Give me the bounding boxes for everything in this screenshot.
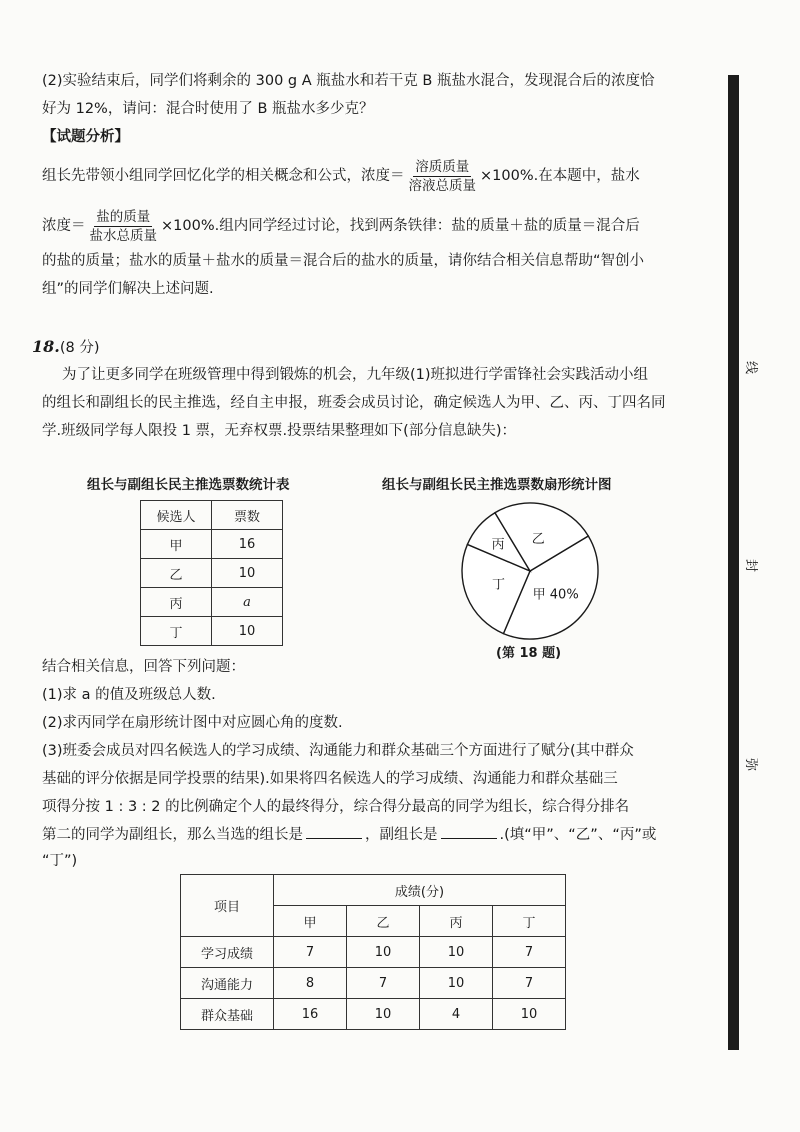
votes-cell: 10 — [212, 559, 283, 588]
candidate-cell: 乙 — [141, 559, 212, 588]
candidate-cell: 丙 — [141, 588, 212, 617]
item-cell: 群众基础 — [181, 999, 274, 1030]
table-row — [141, 588, 283, 617]
item-cell: 学习成绩 — [181, 937, 274, 968]
deputy-answer-blank[interactable] — [441, 824, 497, 839]
pie-slice-label: 甲 40% — [532, 587, 579, 603]
analysis-para1 — [42, 156, 718, 196]
vote-table-header — [141, 501, 283, 530]
vote-table-caption: 组长与副组长民主推选票数统计表 — [87, 477, 290, 493]
q18-header — [32, 336, 718, 359]
q18-intro-line3: 学.班级同学每人限投 1 票，无弃权票.投票结果整理如下(部分信息缺失)： — [42, 423, 516, 439]
pie-chart — [455, 496, 605, 646]
score-cell: 7 — [493, 968, 566, 999]
analysis-para2 — [42, 206, 718, 246]
pie-slice-label: 丁 — [491, 577, 505, 593]
analysis-para4: 组”的同学们解决上述问题. — [42, 281, 214, 297]
table-row — [181, 968, 566, 999]
concentration-fraction — [407, 158, 479, 195]
analysis-text: ×100%.组内同学经过讨论，找到两条铁律：盐的质量＋盐的质量＝混合后 — [161, 218, 640, 234]
score-cell: 8 — [274, 968, 347, 999]
q18-prompt: 结合相关信息，回答下列问题： — [42, 659, 245, 675]
score-cell: 7 — [493, 937, 566, 968]
score-cell: 7 — [274, 937, 347, 968]
pie-slice-label: 丙 — [491, 537, 505, 553]
q18-sub3-line2: 基础的评分依据是同学投票的结果).如果将四名候选人的学习成绩、沟通能力和群众基础三 — [42, 771, 618, 787]
question-points: (8 分) — [59, 340, 100, 356]
table-row — [181, 999, 566, 1030]
header-cell: 票数 — [212, 501, 283, 530]
table-row — [181, 937, 566, 968]
pie-chart-caption: 组长与副组长民主推选票数扇形统计图 — [382, 477, 612, 493]
score-cell: 16 — [274, 999, 347, 1030]
item-cell: 沟通能力 — [181, 968, 274, 999]
fraction-numerator: 溶质质量 — [415, 158, 470, 175]
header-cell: 候选人 — [141, 501, 212, 530]
analysis-text: ×100%.在本题中，盐水 — [480, 168, 640, 184]
analysis-para3: 的盐的质量；盐水的质量＋盐水的质量＝混合后的盐水的质量，请你结合相关信息帮助“智创小 — [42, 253, 645, 269]
sub3-text: .(填“甲”、“乙”、“丙”或 — [499, 827, 657, 843]
candidate-header: 丁 — [493, 906, 566, 937]
candidate-header: 乙 — [347, 906, 420, 937]
table-row — [141, 559, 283, 588]
votes-cell: 10 — [212, 617, 283, 646]
analysis-text: 组长先带领小组同学回忆化学的相关概念和公式，浓度＝ — [42, 168, 405, 184]
pie-slice-label: 乙 — [531, 532, 545, 548]
analysis-text: 浓度＝ — [42, 218, 86, 234]
vote-table — [140, 500, 283, 646]
leader-answer-blank[interactable] — [306, 824, 362, 839]
candidate-header: 丙 — [420, 906, 493, 937]
candidate-cell: 甲 — [141, 530, 212, 559]
binding-margin-bar — [728, 75, 739, 1050]
score-cell: 10 — [347, 999, 420, 1030]
votes-cell: a — [212, 588, 283, 617]
table-row — [141, 617, 283, 646]
votes-cell: 16 — [212, 530, 283, 559]
q18-sub3-line3: 项得分按 1 : 3 : 2 的比例确定个人的最终得分，综合得分最高的同学为组长，综合得分排名 — [42, 799, 630, 815]
item-header: 项目 — [181, 875, 274, 937]
score-cell: 10 — [493, 999, 566, 1030]
candidate-header: 甲 — [274, 906, 347, 937]
salt-fraction — [88, 208, 160, 245]
margin-char-mark: 弥 — [743, 757, 759, 772]
figure-label: (第 18 题) — [496, 646, 562, 661]
score-group-header: 成绩(分) — [274, 875, 566, 906]
score-cell: 10 — [420, 937, 493, 968]
fraction-denominator: 溶液总质量 — [408, 177, 476, 194]
margin-char-seal: 封 — [743, 558, 759, 573]
score-header-row — [181, 875, 566, 906]
question-number: 18. — [32, 337, 60, 356]
q18-intro-line1: 为了让更多同学在班级管理中得到锻炼的机会，九年级(1)班拟进行学雷锋社会实践活动小组 — [62, 367, 649, 383]
score-cell: 7 — [347, 968, 420, 999]
candidate-cell: 丁 — [141, 617, 212, 646]
q18-sub3-line1: (3)班委会成员对四名候选人的学习成绩、沟通能力和群众基础三个方面进行了赋分(其中群众 — [42, 743, 634, 759]
table-row — [141, 530, 283, 559]
sub3-text: 第二的同学为副组长，那么当选的组长是 — [42, 827, 303, 843]
score-table — [180, 874, 566, 1030]
q18-intro-line2: 的组长和副组长的民主推选，经自主申报，班委会成员讨论，确定候选人为甲、乙、丙、丁四名同 — [42, 395, 666, 411]
sub3-text: ，副组长是 — [365, 827, 438, 843]
score-cell: 10 — [347, 937, 420, 968]
score-cell: 10 — [420, 968, 493, 999]
q18-sub1: (1)求 a 的值及班级总人数. — [42, 687, 216, 703]
q18-sub3-line4 — [42, 824, 718, 846]
fraction-denominator: 盐水总质量 — [89, 227, 157, 244]
analysis-title: 【试题分析】 — [42, 129, 129, 145]
margin-char-line: 线 — [743, 360, 759, 375]
fraction-numerator: 盐的质量 — [96, 208, 151, 225]
q17-part2-line1: (2)实验结束后，同学们将剩余的 300 g A 瓶盐水和若干克 B 瓶盐水混合，发现混合后的浓度恰 — [42, 73, 655, 89]
q18-sub3-line5: “丁”) — [42, 853, 78, 869]
q17-part2-line2: 好为 12%，请问：混合时使用了 B 瓶盐水多少克？ — [42, 101, 374, 117]
q18-sub2: (2)求丙同学在扇形统计图中对应圆心角的度数. — [42, 715, 343, 731]
score-cell: 4 — [420, 999, 493, 1030]
